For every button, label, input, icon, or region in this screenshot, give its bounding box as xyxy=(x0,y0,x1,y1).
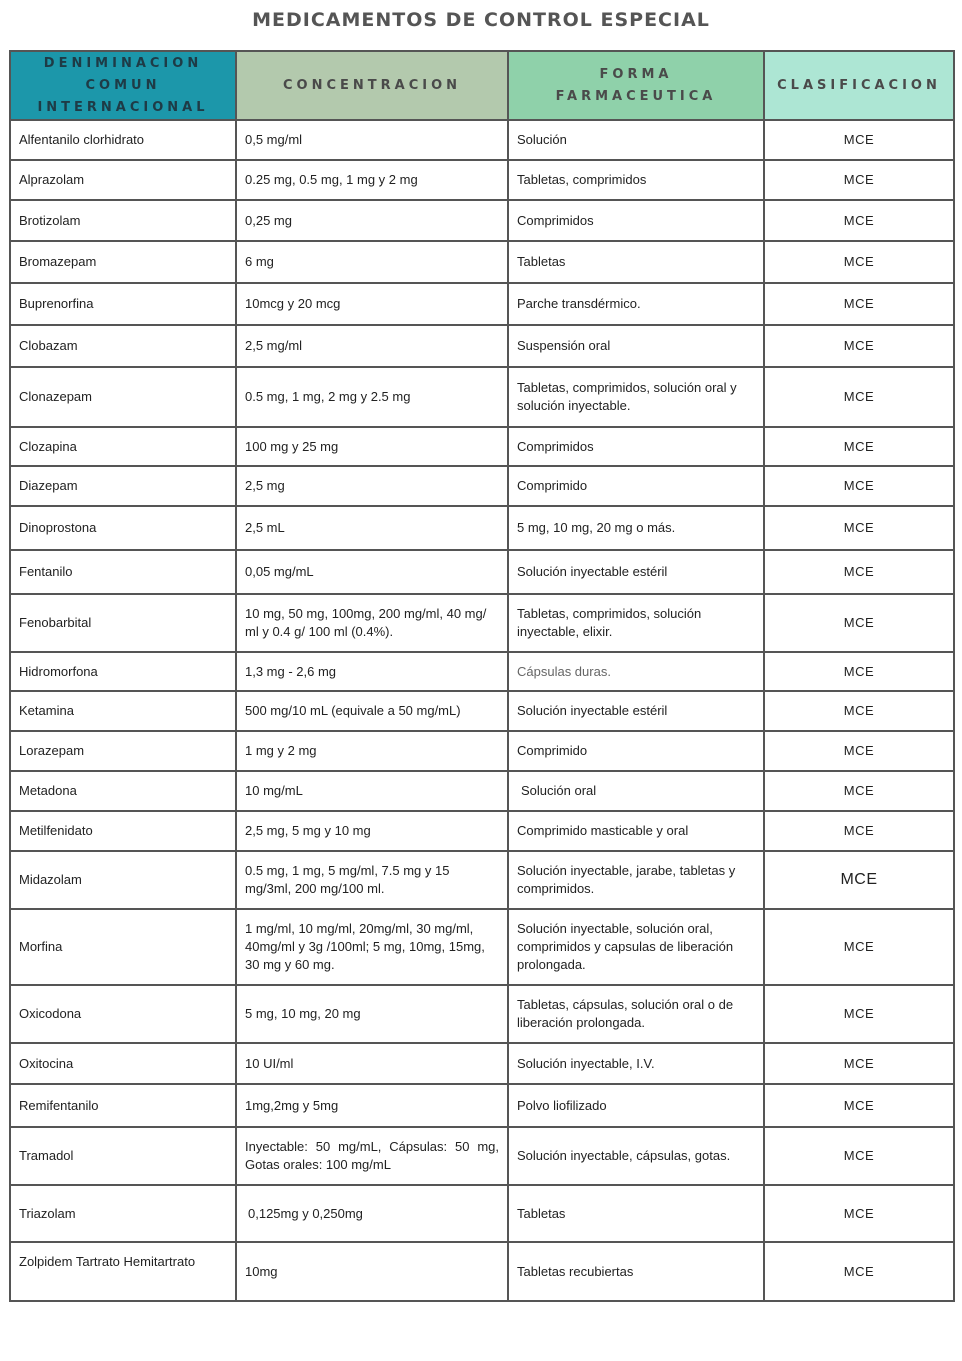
cell-concentration: 1 mg/ml, 10 mg/ml, 20mg/ml, 30 mg/ml, 40mg/ml y 3g /100ml; 5 mg, 10mg, 15mg, 30 mg y 60 mg. xyxy=(236,909,508,985)
cell-form: Tabletas, comprimidos, solución inyectable, elixir. xyxy=(508,594,764,652)
cell-form: Tabletas, comprimidos, solución oral y solución inyectable. xyxy=(508,367,764,427)
table-row xyxy=(10,120,954,160)
medications-table xyxy=(9,50,955,1302)
cell-name: Alfentanilo clorhidrato xyxy=(10,120,236,160)
cell-classification: MCE xyxy=(764,851,954,909)
table-row xyxy=(10,427,954,466)
cell-concentration: 500 mg/10 mL (equivale a 50 mg/mL) xyxy=(236,691,508,731)
cell-concentration: 100 mg y 25 mg xyxy=(236,427,508,466)
table-row xyxy=(10,283,954,325)
table-row xyxy=(10,325,954,367)
cell-classification: MCE xyxy=(764,691,954,731)
cell-form: Comprimido xyxy=(508,466,764,506)
table-row xyxy=(10,506,954,550)
table-row xyxy=(10,691,954,731)
cell-name: Clobazam xyxy=(10,325,236,367)
cell-form: Comprimido masticable y oral xyxy=(508,811,764,851)
cell-classification: MCE xyxy=(764,367,954,427)
cell-classification: MCE xyxy=(764,771,954,811)
cell-name: Alprazolam xyxy=(10,160,236,200)
cell-concentration: 0,5 mg/ml xyxy=(236,120,508,160)
cell-name: Oxicodona xyxy=(10,985,236,1043)
cell-form: Solución inyectable, jarabe, tabletas y comprimidos. xyxy=(508,851,764,909)
cell-concentration: 2,5 mL xyxy=(236,506,508,550)
cell-concentration: 0.25 mg, 0.5 mg, 1 mg y 2 mg xyxy=(236,160,508,200)
cell-name: Morfina xyxy=(10,909,236,985)
cell-name: Hidromorfona xyxy=(10,652,236,691)
cell-concentration: 0,25 mg xyxy=(236,200,508,241)
cell-name: Bromazepam xyxy=(10,241,236,283)
cell-name: Clozapina xyxy=(10,427,236,466)
table-row xyxy=(10,652,954,691)
cell-concentration: 1,3 mg - 2,6 mg xyxy=(236,652,508,691)
header-classification: CLASIFICACION xyxy=(764,51,954,120)
cell-form: Tabletas, comprimidos xyxy=(508,160,764,200)
cell-form: Solución inyectable, solución oral, comprimidos y capsulas de liberación prolongada. xyxy=(508,909,764,985)
cell-name: Oxitocina xyxy=(10,1043,236,1084)
cell-classification: MCE xyxy=(764,120,954,160)
cell-classification: MCE xyxy=(764,652,954,691)
cell-concentration: 10 UI/ml xyxy=(236,1043,508,1084)
cell-form: Comprimido xyxy=(508,731,764,771)
table-row xyxy=(10,909,954,985)
table-header xyxy=(10,51,954,120)
cell-classification: MCE xyxy=(764,466,954,506)
table-row xyxy=(10,1127,954,1185)
cell-name: Fenobarbital xyxy=(10,594,236,652)
cell-form: Polvo liofilizado xyxy=(508,1084,764,1127)
cell-concentration: 10 mg, 50 mg, 100mg, 200 mg/ml, 40 mg/ ml y 0.4 g/ 100 ml (0.4%). xyxy=(236,594,508,652)
table-row xyxy=(10,367,954,427)
header-concentration: CONCENTRACION xyxy=(236,51,508,120)
header-name: DENIMINACION COMUN INTERNACIONAL xyxy=(10,51,236,120)
cell-classification: MCE xyxy=(764,1043,954,1084)
table-body xyxy=(10,120,954,1301)
cell-classification: MCE xyxy=(764,506,954,550)
cell-concentration: 10mcg y 20 mcg xyxy=(236,283,508,325)
cell-form: Solución inyectable, I.V. xyxy=(508,1043,764,1084)
cell-concentration: 10mg xyxy=(236,1242,508,1301)
cell-name: Metadona xyxy=(10,771,236,811)
header-row xyxy=(10,51,954,120)
cell-form: Tabletas xyxy=(508,241,764,283)
cell-classification: MCE xyxy=(764,1185,954,1242)
cell-classification: MCE xyxy=(764,1242,954,1301)
cell-name: Tramadol xyxy=(10,1127,236,1185)
cell-classification: MCE xyxy=(764,550,954,594)
cell-form: Solución oral xyxy=(508,771,764,811)
cell-form: Solución inyectable, cápsulas, gotas. xyxy=(508,1127,764,1185)
cell-classification: MCE xyxy=(764,200,954,241)
table-row xyxy=(10,1043,954,1084)
cell-classification: MCE xyxy=(764,594,954,652)
cell-name: Midazolam xyxy=(10,851,236,909)
cell-name: Fentanilo xyxy=(10,550,236,594)
table-row xyxy=(10,200,954,241)
cell-name: Lorazepam xyxy=(10,731,236,771)
cell-name: Brotizolam xyxy=(10,200,236,241)
cell-form: Parche transdérmico. xyxy=(508,283,764,325)
table-row xyxy=(10,241,954,283)
cell-concentration: 6 mg xyxy=(236,241,508,283)
table-row xyxy=(10,594,954,652)
table-row xyxy=(10,466,954,506)
cell-concentration: 1mg,2mg y 5mg xyxy=(236,1084,508,1127)
cell-classification: MCE xyxy=(764,427,954,466)
cell-classification: MCE xyxy=(764,731,954,771)
table-row xyxy=(10,1084,954,1127)
cell-concentration: 0,125mg y 0,250mg xyxy=(236,1185,508,1242)
cell-form: Cápsulas duras. xyxy=(508,652,764,691)
cell-concentration: 5 mg, 10 mg, 20 mg xyxy=(236,985,508,1043)
cell-classification: MCE xyxy=(764,985,954,1043)
cell-form: Solución xyxy=(508,120,764,160)
table-row xyxy=(10,1242,954,1301)
cell-name: Dinoprostona xyxy=(10,506,236,550)
cell-concentration: 1 mg y 2 mg xyxy=(236,731,508,771)
cell-classification: MCE xyxy=(764,241,954,283)
table-row xyxy=(10,771,954,811)
cell-concentration: 0.5 mg, 1 mg, 5 mg/ml, 7.5 mg y 15 mg/3ml, 200 mg/100 ml. xyxy=(236,851,508,909)
cell-concentration: 0.5 mg, 1 mg, 2 mg y 2.5 mg xyxy=(236,367,508,427)
table-row xyxy=(10,731,954,771)
cell-concentration: 0,05 mg/mL xyxy=(236,550,508,594)
cell-name: Triazolam xyxy=(10,1185,236,1242)
cell-classification: MCE xyxy=(764,1127,954,1185)
table-row xyxy=(10,1185,954,1242)
cell-name: Remifentanilo xyxy=(10,1084,236,1127)
cell-form: Comprimidos xyxy=(508,200,764,241)
cell-name: Metilfenidato xyxy=(10,811,236,851)
cell-name: Ketamina xyxy=(10,691,236,731)
cell-concentration: 2,5 mg, 5 mg y 10 mg xyxy=(236,811,508,851)
cell-classification: MCE xyxy=(764,1084,954,1127)
cell-form: 5 mg, 10 mg, 20 mg o más. xyxy=(508,506,764,550)
cell-classification: MCE xyxy=(764,283,954,325)
cell-name: Zolpidem Tartrato Hemitartrato xyxy=(10,1242,236,1301)
cell-form: Solución inyectable estéril xyxy=(508,550,764,594)
header-form: FORMA FARMACEUTICA xyxy=(508,51,764,120)
cell-form: Suspensión oral xyxy=(508,325,764,367)
cell-name: Diazepam xyxy=(10,466,236,506)
cell-name: Buprenorfina xyxy=(10,283,236,325)
page-title: MEDICAMENTOS DE CONTROL ESPECIAL xyxy=(252,9,710,31)
cell-concentration: 10 mg/mL xyxy=(236,771,508,811)
cell-form: Solución inyectable estéril xyxy=(508,691,764,731)
table-row xyxy=(10,851,954,909)
cell-form: Comprimidos xyxy=(508,427,764,466)
table-row xyxy=(10,550,954,594)
cell-form: Tabletas recubiertas xyxy=(508,1242,764,1301)
cell-classification: MCE xyxy=(764,160,954,200)
cell-classification: MCE xyxy=(764,325,954,367)
cell-concentration: Inyectable: 50 mg/mL, Cápsulas: 50 mg, Gotas orales: 100 mg/mL xyxy=(236,1127,508,1185)
table-row xyxy=(10,811,954,851)
table-row xyxy=(10,160,954,200)
cell-form: Tabletas xyxy=(508,1185,764,1242)
cell-concentration: 2,5 mg xyxy=(236,466,508,506)
cell-form: Tabletas, cápsulas, solución oral o de liberación prolongada. xyxy=(508,985,764,1043)
cell-name: Clonazepam xyxy=(10,367,236,427)
table-row xyxy=(10,985,954,1043)
cell-classification: MCE xyxy=(764,909,954,985)
cell-concentration: 2,5 mg/ml xyxy=(236,325,508,367)
cell-classification: MCE xyxy=(764,811,954,851)
